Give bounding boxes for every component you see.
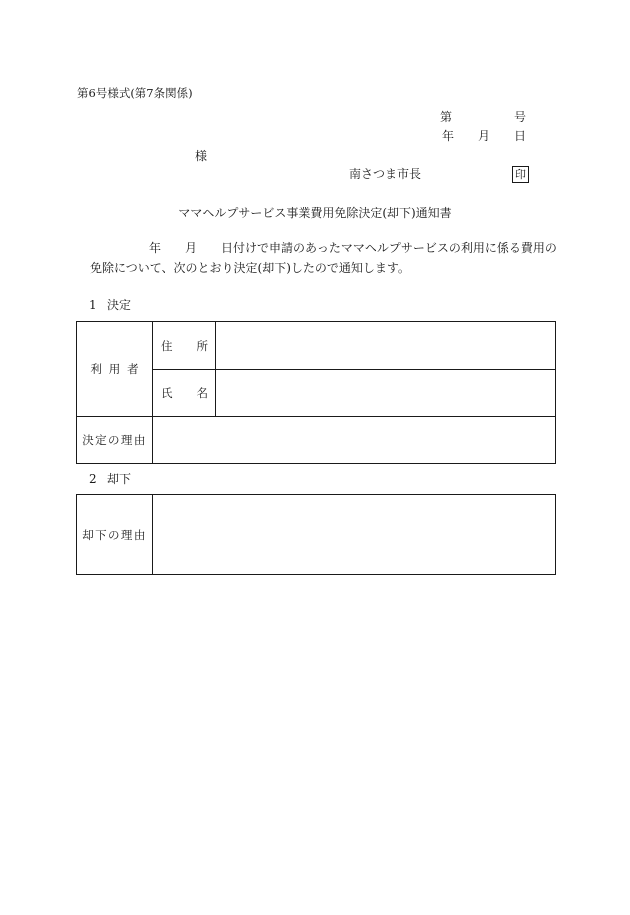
name-label: 氏 名 bbox=[153, 370, 216, 417]
address-field[interactable] bbox=[216, 322, 556, 370]
name-field[interactable] bbox=[216, 370, 556, 417]
address-label: 住 所 bbox=[153, 322, 216, 370]
issuer-name: 南さつま市長 bbox=[349, 167, 422, 181]
date-month: 月 bbox=[477, 129, 490, 143]
section-1-title: 決定 bbox=[107, 298, 132, 312]
body-line-1 bbox=[149, 242, 557, 254]
decision-reason-field[interactable] bbox=[153, 417, 556, 464]
section-2-heading bbox=[89, 473, 131, 485]
body-year: 年 bbox=[149, 241, 162, 255]
issue-date-line bbox=[442, 130, 526, 142]
rejection-table bbox=[76, 494, 556, 575]
decision-reason-label: 決定の理由 bbox=[77, 417, 153, 464]
document-number-line bbox=[440, 111, 526, 123]
rejection-reason-field[interactable] bbox=[153, 495, 556, 575]
rejection-reason-label: 却下の理由 bbox=[77, 495, 153, 575]
section-2-title: 却下 bbox=[107, 472, 132, 486]
body-line-2: 免除について、次のとおり決定(却下)したので通知します。 bbox=[90, 261, 410, 275]
number-suffix: 号 bbox=[513, 110, 526, 124]
date-year: 年 bbox=[441, 129, 454, 143]
form-number: 第6号様式(第7条関係) bbox=[77, 86, 193, 100]
section-1-heading bbox=[89, 299, 131, 311]
body-line-1-text: 日付けで申請のあったママヘルプサービスの利用に係る費用の bbox=[221, 241, 557, 255]
section-1-number: 1 bbox=[89, 298, 97, 312]
number-prefix: 第 bbox=[439, 110, 452, 124]
seal-mark: 印 bbox=[512, 166, 529, 183]
document-title: ママヘルプサービス事業費用免除決定(却下)通知書 bbox=[178, 206, 452, 220]
user-label: 利用者 bbox=[77, 322, 153, 417]
decision-table bbox=[76, 321, 556, 464]
section-2-number: 2 bbox=[89, 472, 97, 486]
date-day: 日 bbox=[513, 129, 526, 143]
recipient-honorific: 様 bbox=[195, 149, 208, 163]
body-month: 月 bbox=[185, 241, 198, 255]
